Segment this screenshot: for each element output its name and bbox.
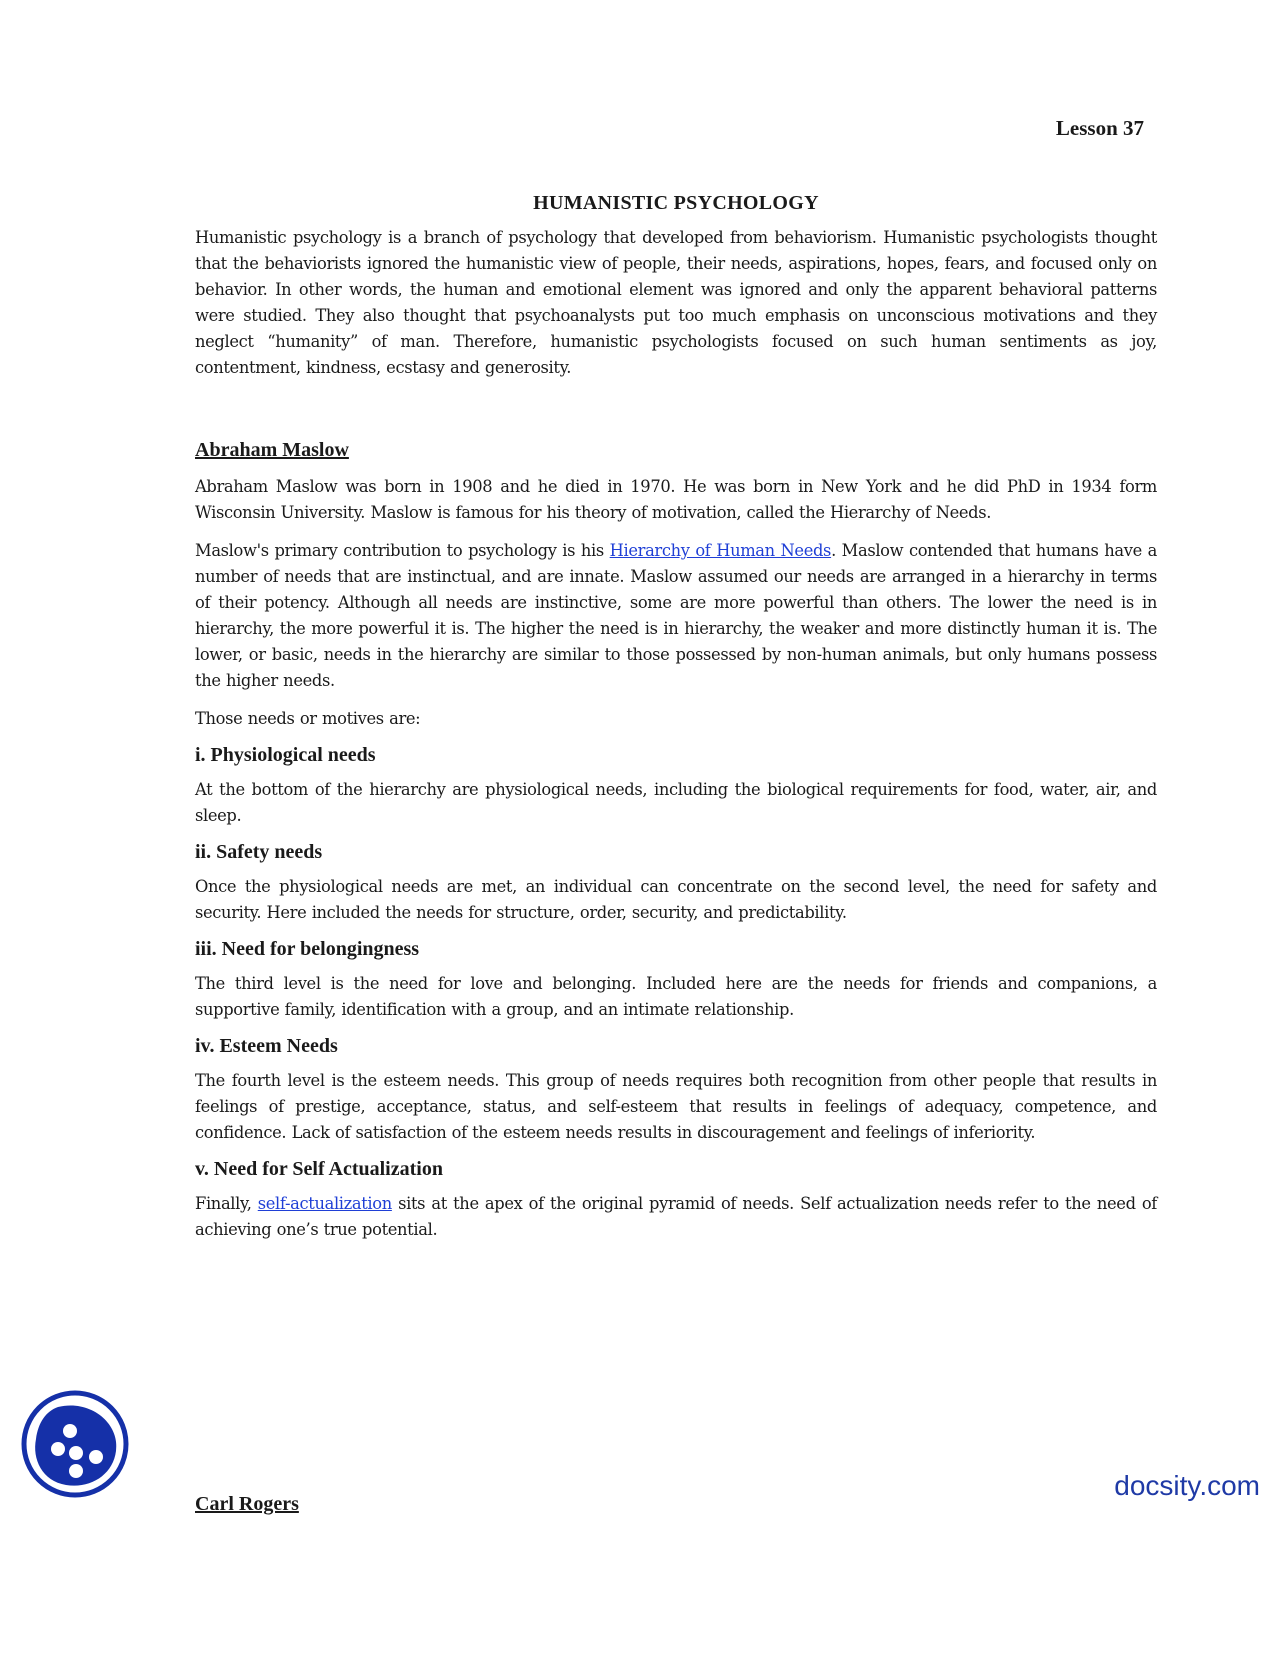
need-heading-esteem: iv. Esteem Needs (195, 1035, 338, 1057)
needs-intro: Those needs or motives are: (195, 709, 421, 728)
docsity-logo-icon[interactable] (20, 1389, 130, 1499)
hierarchy-of-human-needs-link[interactable]: Hierarchy of Human Needs (609, 541, 832, 560)
need-heading-belongingness: iii. Need for belongingness (195, 938, 420, 960)
contribution-text-before: Maslow's primary contribution to psychology is his (195, 541, 610, 560)
maslow-heading: Abraham Maslow (195, 439, 349, 461)
document-body (195, 192, 1157, 1255)
self-actualization-text-after: sits at the apex of the original pyramid of needs. Self actualization needs refer to the need of achieving one’s true potential. (195, 1194, 1157, 1239)
contribution-text-after: . Maslow contended that humans have a number of needs that are instinctual, and are innate. Maslow assumed our needs are arranged in a hierarchy in terms of their potency. Although all needs are instinctive, some are more powerful than others. The lower the need is in hierarchy, the more powerful it is. The higher the need is in hierarchy, the weaker and more distinctly human it is. The lower, or basic, needs in the hierarchy are similar to those possessed by non-human animals, but only humans possess the higher needs. (195, 541, 1158, 690)
need-heading-safety: ii. Safety needs (195, 841, 323, 863)
need-text-physiological: At the bottom of the hierarchy are physiological needs, including the biological requirements for food, water, air, and sleep. (195, 780, 1157, 825)
need-heading-physiological: i. Physiological needs (195, 744, 376, 766)
need-text-safety: Once the physiological needs are met, an individual can concentrate on the second level, the need for safety and security. Here included the needs for structure, order, security, and predictability. (195, 877, 1157, 922)
need-text-esteem: The fourth level is the esteem needs. This group of needs requires both recognition from other people that results in feelings of prestige, acceptance, status, and self-esteem that results in feelings of adequacy, competence, and confidence. Lack of satisfaction of the esteem needs results in discouragement and feelings of inferiority. (195, 1071, 1157, 1142)
carl-rogers-heading: Carl Rogers (195, 1493, 299, 1515)
docsity-brand[interactable]: docsity.com (1114, 1470, 1260, 1501)
maslow-bio-paragraph: Abraham Maslow was born in 1908 and he died in 1970. He was born in New York and he did PhD in 1934 form Wisconsin University. Maslow is famous for his theory of motivation, called the Hierarchy of Needs. (195, 477, 1157, 522)
lesson-number: Lesson 37 (1055, 116, 1144, 140)
docsity-logo-svg (20, 1389, 130, 1499)
self-actualization-link[interactable]: self-actualization (257, 1194, 392, 1213)
need-text-belongingness: The third level is the need for love and belonging. Included here are the needs for friends and companions, a supportive family, identification with a group, and an intimate relationship. (195, 974, 1157, 1019)
page-title: HUMANISTIC PSYCHOLOGY (533, 192, 819, 214)
intro-paragraph: Humanistic psychology is a branch of psychology that developed from behaviorism. Humanistic psychologists thought that the behaviorists ignored the humanistic view of people, their needs, aspirations, hopes, fears, and focused only on behavior. In other words, the human and emotional element was ignored and only the apparent behavioral patterns were studied. They also thought that psychoanalysts put too much emphasis on unconscious motivations and they neglect “humanity” of man. Therefore, humanistic psychologists focused on such human sentiments as joy, contentment, kindness, ecstasy and generosity. (195, 228, 1157, 377)
maslow-contribution-paragraph (195, 538, 1157, 694)
need-text-self-actualization (195, 1191, 1157, 1243)
self-actualization-text-before: Finally, (195, 1194, 258, 1213)
need-heading-self-actualization: v. Need for Self Actualization (195, 1158, 443, 1180)
spacer (195, 393, 1157, 439)
